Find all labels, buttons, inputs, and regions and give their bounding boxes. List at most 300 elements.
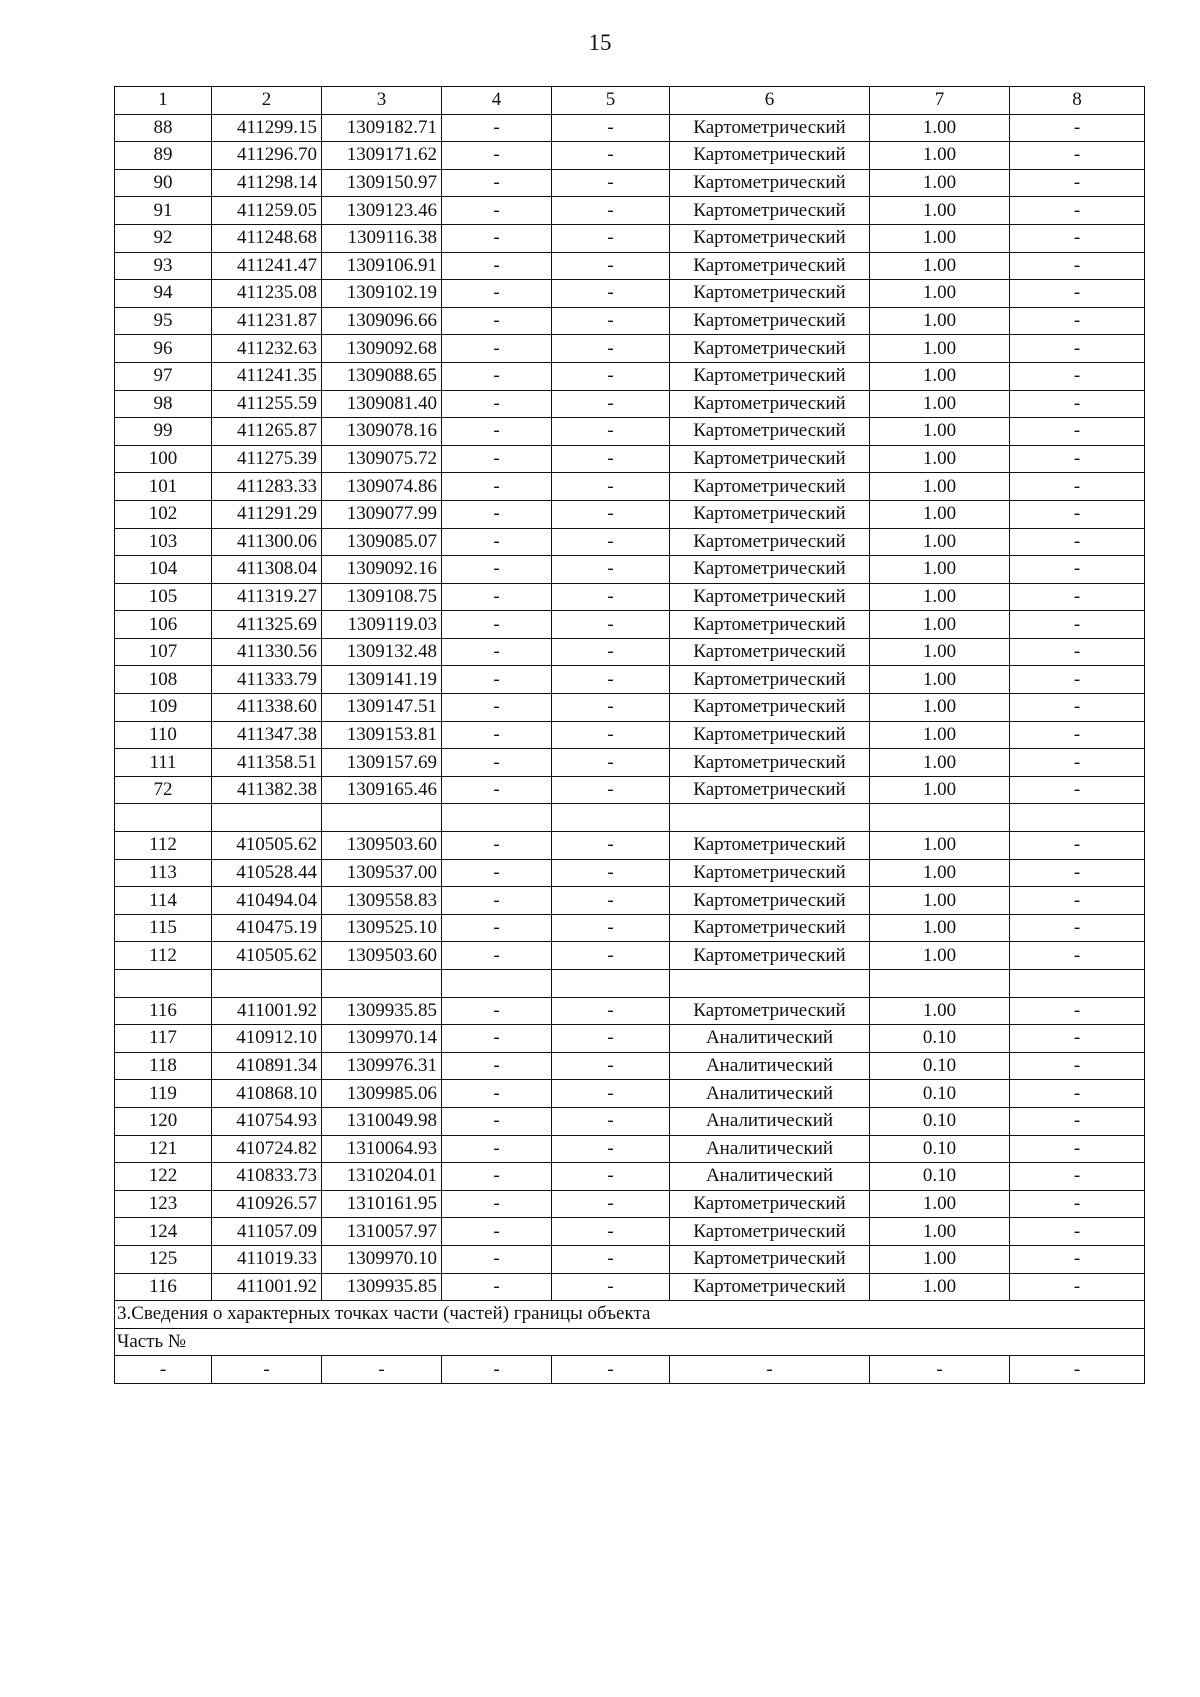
table-row [115, 1135, 1145, 1163]
table-cell: - [552, 142, 670, 170]
table-cell: - [442, 280, 552, 308]
table-cell: Картометрический [670, 887, 870, 915]
table-cell: - [552, 914, 670, 942]
table-row [115, 390, 1145, 418]
table-cell [552, 804, 670, 832]
table-cell: - [1010, 335, 1145, 363]
table-cell [115, 804, 212, 832]
table-cell: 1309075.72 [322, 445, 442, 473]
table-row [115, 418, 1145, 446]
table-cell: - [552, 638, 670, 666]
table-cell: 1309147.51 [322, 694, 442, 722]
table-cell: 1309108.75 [322, 583, 442, 611]
table-cell: - [1010, 859, 1145, 887]
table-cell: 410505.62 [212, 832, 322, 860]
table-cell: - [442, 1052, 552, 1080]
table-cell: - [870, 1356, 1010, 1384]
table-cell: 411265.87 [212, 418, 322, 446]
table-cell: 1.00 [870, 528, 1010, 556]
table-cell: 0.10 [870, 1107, 1010, 1135]
table-cell: - [442, 611, 552, 639]
table-cell: 1309106.91 [322, 252, 442, 280]
table-cell: 1309092.68 [322, 335, 442, 363]
table-cell: - [1010, 1107, 1145, 1135]
table-cell: 411255.59 [212, 390, 322, 418]
table-cell: 0.10 [870, 1052, 1010, 1080]
table-cell: Картометрический [670, 859, 870, 887]
table-cell: - [442, 169, 552, 197]
table-cell: 1309970.14 [322, 1025, 442, 1053]
table-cell: Картометрический [670, 362, 870, 390]
table-row [115, 804, 1145, 832]
table-cell: 411241.35 [212, 362, 322, 390]
table-cell: - [442, 666, 552, 694]
table-cell: - [442, 1356, 552, 1384]
table-cell: 8 [1010, 87, 1145, 115]
table-cell: - [1010, 776, 1145, 804]
table-cell: 411259.05 [212, 197, 322, 225]
table-cell [870, 804, 1010, 832]
table-row [115, 1163, 1145, 1191]
table-cell: 410528.44 [212, 859, 322, 887]
table-cell: 1.00 [870, 473, 1010, 501]
table-cell: 111 [115, 749, 212, 777]
table-cell: - [442, 224, 552, 252]
table-cell: - [552, 1107, 670, 1135]
table-cell: - [552, 224, 670, 252]
table-cell: 1309078.16 [322, 418, 442, 446]
table-cell: - [1010, 1218, 1145, 1246]
table-cell: 1309092.16 [322, 556, 442, 584]
table-cell: 410724.82 [212, 1135, 322, 1163]
table-cell [115, 970, 212, 998]
table-cell: 1 [115, 87, 212, 115]
table-cell: - [552, 473, 670, 501]
table-cell: Картометрический [670, 638, 870, 666]
table-row [115, 445, 1145, 473]
table-cell: 6 [670, 87, 870, 115]
table-cell: - [552, 942, 670, 970]
table-cell: - [552, 390, 670, 418]
table-cell: - [1010, 1052, 1145, 1080]
table-cell: Картометрический [670, 1218, 870, 1246]
table-cell: Картометрический [670, 169, 870, 197]
table-cell: 1309157.69 [322, 749, 442, 777]
table-cell: - [1010, 224, 1145, 252]
table-cell: - [670, 1356, 870, 1384]
table-cell: - [552, 1273, 670, 1301]
table-cell: - [442, 1190, 552, 1218]
table-cell: 0.10 [870, 1080, 1010, 1108]
table-row [115, 1080, 1145, 1108]
table-cell: Картометрический [670, 832, 870, 860]
table-cell: 110 [115, 721, 212, 749]
table-cell [1010, 970, 1145, 998]
table-cell: 108 [115, 666, 212, 694]
table-cell: 100 [115, 445, 212, 473]
table-cell: 1309182.71 [322, 114, 442, 142]
table-cell: 124 [115, 1218, 212, 1246]
table-cell: 1.00 [870, 1273, 1010, 1301]
table-cell: - [552, 832, 670, 860]
table-cell: 411308.04 [212, 556, 322, 584]
table-cell: 7 [870, 87, 1010, 115]
table-cell: - [552, 611, 670, 639]
table-cell [322, 970, 442, 998]
table-cell: 104 [115, 556, 212, 584]
table-cell: - [1010, 307, 1145, 335]
table-row [115, 970, 1145, 998]
table-cell: 411275.39 [212, 445, 322, 473]
table-cell: 115 [115, 914, 212, 942]
table-cell: 1.00 [870, 280, 1010, 308]
table-cell: - [442, 335, 552, 363]
table-cell: - [442, 1163, 552, 1191]
table-cell: 1.00 [870, 169, 1010, 197]
table-cell [1010, 804, 1145, 832]
table-cell: - [552, 556, 670, 584]
table-cell: 410891.34 [212, 1052, 322, 1080]
table-cell: Картометрический [670, 390, 870, 418]
table-cell: 1.00 [870, 418, 1010, 446]
table-cell: 1.00 [870, 1218, 1010, 1246]
table-cell: 1309165.46 [322, 776, 442, 804]
table-cell: - [552, 114, 670, 142]
table-cell: 1310064.93 [322, 1135, 442, 1163]
table-cell: 1.00 [870, 914, 1010, 942]
table-cell: 1309102.19 [322, 280, 442, 308]
table-cell: 410505.62 [212, 942, 322, 970]
table-cell: 101 [115, 473, 212, 501]
table-cell: 1.00 [870, 445, 1010, 473]
table-cell: 1310049.98 [322, 1107, 442, 1135]
table-cell: 107 [115, 638, 212, 666]
table-cell: - [552, 1356, 670, 1384]
coordinates-table [114, 86, 1145, 1384]
table-cell: Картометрический [670, 224, 870, 252]
table-cell: - [552, 749, 670, 777]
table-cell: 411001.92 [212, 997, 322, 1025]
table-cell: Картометрический [670, 142, 870, 170]
table-cell: 1309077.99 [322, 500, 442, 528]
table-row [115, 1107, 1145, 1135]
table-cell: 1.00 [870, 335, 1010, 363]
table-cell: 1309132.48 [322, 638, 442, 666]
table-cell: Картометрический [670, 252, 870, 280]
table-cell: - [442, 528, 552, 556]
table-cell: Аналитический [670, 1080, 870, 1108]
table-cell: 1309970.10 [322, 1245, 442, 1273]
table-cell: 411338.60 [212, 694, 322, 722]
table-cell: 1309123.46 [322, 197, 442, 225]
table-cell: - [552, 583, 670, 611]
table-cell: Картометрический [670, 473, 870, 501]
table-cell: - [442, 500, 552, 528]
table-row [115, 280, 1145, 308]
table-row [115, 252, 1145, 280]
table-cell: - [1010, 252, 1145, 280]
table-cell: 1309153.81 [322, 721, 442, 749]
table-cell: - [552, 1025, 670, 1053]
table-cell: 1.00 [870, 556, 1010, 584]
table-cell: 410868.10 [212, 1080, 322, 1108]
table-cell: 1309150.97 [322, 169, 442, 197]
table-cell: 121 [115, 1135, 212, 1163]
table-cell: 1310204.01 [322, 1163, 442, 1191]
table-cell: 1.00 [870, 114, 1010, 142]
table-header-row [115, 87, 1145, 115]
table-cell: Картометрический [670, 528, 870, 556]
table-cell: 411347.38 [212, 721, 322, 749]
table-cell: 113 [115, 859, 212, 887]
table-cell: - [552, 252, 670, 280]
table-cell: - [552, 1163, 670, 1191]
table-cell: - [442, 1218, 552, 1246]
part-label: Часть № [115, 1328, 1145, 1356]
table-cell: 123 [115, 1190, 212, 1218]
table-cell: - [442, 997, 552, 1025]
table-cell: Картометрический [670, 611, 870, 639]
table-cell: - [442, 887, 552, 915]
table-cell: 1.00 [870, 252, 1010, 280]
table-cell: - [552, 362, 670, 390]
table-row [115, 914, 1145, 942]
table-cell: Картометрический [670, 694, 870, 722]
page-number: 15 [588, 30, 612, 55]
table-cell: - [1010, 280, 1145, 308]
table-cell: 105 [115, 583, 212, 611]
table-cell: 1.00 [870, 197, 1010, 225]
table-cell: 411231.87 [212, 307, 322, 335]
table-cell: 1309171.62 [322, 142, 442, 170]
table-cell: 1309088.65 [322, 362, 442, 390]
table-cell: 1.00 [870, 224, 1010, 252]
table-cell: 1.00 [870, 362, 1010, 390]
table-cell [870, 970, 1010, 998]
table-cell: - [552, 1190, 670, 1218]
table-cell: 117 [115, 1025, 212, 1053]
table-cell: Картометрический [670, 721, 870, 749]
table-cell: 97 [115, 362, 212, 390]
table-cell: 1309985.06 [322, 1080, 442, 1108]
table-cell: - [1010, 1245, 1145, 1273]
table-cell: - [552, 528, 670, 556]
table-cell: 0.10 [870, 1025, 1010, 1053]
table-row [115, 638, 1145, 666]
table-row [115, 832, 1145, 860]
table-row [115, 473, 1145, 501]
table-cell: - [552, 280, 670, 308]
table-cell: - [552, 694, 670, 722]
table-cell: 1.00 [870, 666, 1010, 694]
table-cell: 411333.79 [212, 666, 322, 694]
table-row [115, 1273, 1145, 1301]
table-cell: 109 [115, 694, 212, 722]
table-cell: - [1010, 473, 1145, 501]
table-cell: 411298.14 [212, 169, 322, 197]
table-cell: 1310057.97 [322, 1218, 442, 1246]
table-cell: Картометрический [670, 114, 870, 142]
table-cell: - [322, 1356, 442, 1384]
table-cell: Аналитический [670, 1135, 870, 1163]
table-cell: 1.00 [870, 611, 1010, 639]
table-cell: 1309503.60 [322, 942, 442, 970]
table-cell: Картометрический [670, 942, 870, 970]
table-cell: 1.00 [870, 142, 1010, 170]
table-row [115, 611, 1145, 639]
table-cell: - [552, 197, 670, 225]
table-cell [442, 804, 552, 832]
table-cell: 1.00 [870, 942, 1010, 970]
table-cell: Картометрический [670, 500, 870, 528]
table-cell: 411382.38 [212, 776, 322, 804]
table-cell: 120 [115, 1107, 212, 1135]
table-cell: - [1010, 390, 1145, 418]
table-cell: 4 [442, 87, 552, 115]
table-cell: 411300.06 [212, 528, 322, 556]
table-cell: 112 [115, 942, 212, 970]
table-cell: - [1010, 1135, 1145, 1163]
table-cell: 89 [115, 142, 212, 170]
table-cell: 112 [115, 832, 212, 860]
table-cell: 1309503.60 [322, 832, 442, 860]
table-cell: - [442, 638, 552, 666]
table-cell: - [1010, 362, 1145, 390]
table-cell: 0.10 [870, 1135, 1010, 1163]
table-cell: - [442, 942, 552, 970]
table-cell [670, 970, 870, 998]
table-cell: - [1010, 114, 1145, 142]
table-cell: - [442, 390, 552, 418]
section-title-row [115, 1301, 1145, 1329]
table-cell: - [552, 887, 670, 915]
table-row [115, 114, 1145, 142]
table-cell: - [442, 142, 552, 170]
table-cell: - [442, 832, 552, 860]
table-cell: - [1010, 556, 1145, 584]
table-cell: - [442, 362, 552, 390]
table-row [115, 556, 1145, 584]
table-cell: 1.00 [870, 390, 1010, 418]
table-cell: - [442, 721, 552, 749]
table-cell: 1.00 [870, 721, 1010, 749]
table-cell: - [442, 1245, 552, 1273]
table-cell: - [1010, 169, 1145, 197]
table-cell: Картометрический [670, 1245, 870, 1273]
table-cell [670, 804, 870, 832]
table-cell: 1309537.00 [322, 859, 442, 887]
table-cell: 1309976.31 [322, 1052, 442, 1080]
table-cell: Аналитический [670, 1025, 870, 1053]
table-cell: 410833.73 [212, 1163, 322, 1191]
table-cell: Картометрический [670, 556, 870, 584]
table-cell: 114 [115, 887, 212, 915]
table-cell: 1.00 [870, 776, 1010, 804]
table-cell: 411291.29 [212, 500, 322, 528]
table-cell: Картометрический [670, 1190, 870, 1218]
table-row-empty-part [115, 1356, 1145, 1384]
table-cell: 106 [115, 611, 212, 639]
table-cell: Картометрический [670, 418, 870, 446]
table-cell: Картометрический [670, 335, 870, 363]
table-cell: - [212, 1356, 322, 1384]
table-cell: - [442, 1135, 552, 1163]
table-cell [212, 970, 322, 998]
table-cell: - [552, 1052, 670, 1080]
table-row [115, 887, 1145, 915]
table-cell: 93 [115, 252, 212, 280]
table-cell: - [1010, 1025, 1145, 1053]
table-cell: - [1010, 418, 1145, 446]
table-cell: 91 [115, 197, 212, 225]
table-cell: - [442, 252, 552, 280]
table-row [115, 197, 1145, 225]
table-cell: - [442, 307, 552, 335]
table-cell: 122 [115, 1163, 212, 1191]
table-cell: 1310161.95 [322, 1190, 442, 1218]
table-row [115, 997, 1145, 1025]
table-cell: 410754.93 [212, 1107, 322, 1135]
table-cell: 0.10 [870, 1163, 1010, 1191]
table-cell: Картометрический [670, 749, 870, 777]
table-cell: - [1010, 914, 1145, 942]
table-cell: 411319.27 [212, 583, 322, 611]
table-cell: 411330.56 [212, 638, 322, 666]
table-cell: Аналитический [670, 1163, 870, 1191]
section-title: 3.Сведения о характерных точках части (частей) границы объекта [115, 1301, 1145, 1329]
table-cell: - [442, 583, 552, 611]
table-cell: - [1010, 500, 1145, 528]
table-cell: 1.00 [870, 832, 1010, 860]
table-row [115, 583, 1145, 611]
table-cell: - [1010, 1190, 1145, 1218]
table-cell: - [552, 307, 670, 335]
table-cell: - [442, 1080, 552, 1108]
table-cell: 411325.69 [212, 611, 322, 639]
table-row [115, 942, 1145, 970]
table-cell: - [1010, 1273, 1145, 1301]
table-row [115, 528, 1145, 556]
table-row [115, 694, 1145, 722]
table-cell: - [1010, 1080, 1145, 1108]
table-cell: 1309935.85 [322, 997, 442, 1025]
table-cell: - [552, 418, 670, 446]
table-cell: Аналитический [670, 1052, 870, 1080]
table-cell: - [552, 859, 670, 887]
table-cell: 1.00 [870, 500, 1010, 528]
table-row [115, 666, 1145, 694]
table-cell: 1.00 [870, 887, 1010, 915]
table-cell: 411235.08 [212, 280, 322, 308]
table-cell [442, 970, 552, 998]
table-cell: - [1010, 445, 1145, 473]
table-cell: 1309116.38 [322, 224, 442, 252]
table-cell: 72 [115, 776, 212, 804]
table-cell: - [552, 776, 670, 804]
table-cell: Картометрический [670, 1273, 870, 1301]
table-cell: - [442, 776, 552, 804]
table-cell: - [1010, 611, 1145, 639]
table-row [115, 362, 1145, 390]
table-cell: Картометрический [670, 776, 870, 804]
table-cell: - [552, 997, 670, 1025]
table-cell: - [1010, 197, 1145, 225]
table-cell: 116 [115, 997, 212, 1025]
table-cell: Картометрический [670, 997, 870, 1025]
table-row [115, 776, 1145, 804]
table-cell: 411358.51 [212, 749, 322, 777]
table-cell: Картометрический [670, 280, 870, 308]
